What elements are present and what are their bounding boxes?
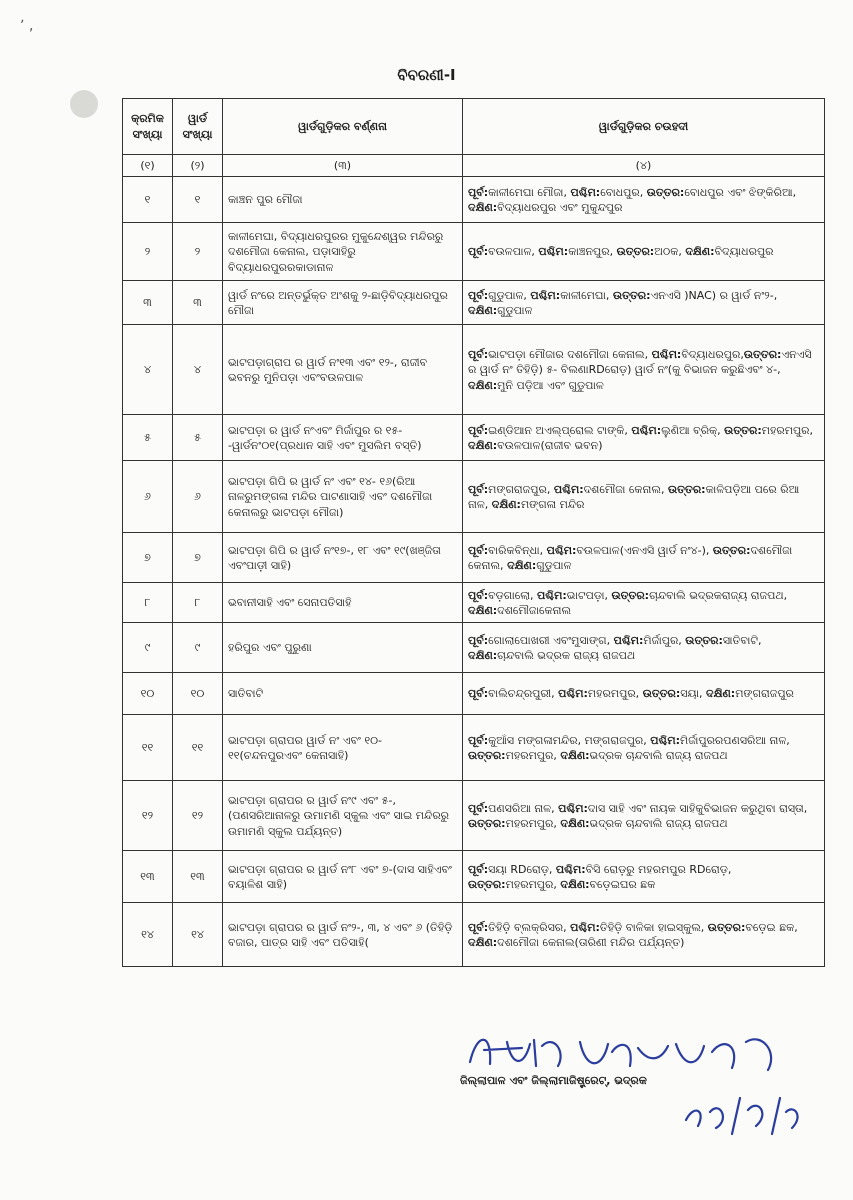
boundary-value-south: ଚାନ୍ଦବାଲି ଭଦ୍ରକ ରାଜ୍ୟ ରାଜପଥ: [497, 648, 636, 662]
boundary-label-north: ଉତ୍ତର:: [724, 423, 762, 437]
column-number-row: [123, 155, 825, 177]
boundary-value-east: କାଳୀମେଘା ମୌଜା,: [488, 185, 571, 199]
description-cell: ୱାର୍ଡ ନଂରେ ଅନ୍ତର୍ଭୁକ୍ତ ଅଂଶକୁ ୨-ଛାଡ଼ିବିଦ୍ୟାଧରପୁର ମୌଜା: [223, 281, 463, 325]
boundary-value-south: ଦଶମୌଜା କେନାଲ(ତାରିଣୀ ମନ୍ଦିର ପର୍ଯ୍ୟନ୍ତ): [497, 935, 685, 949]
boundary-label-east: ପୂର୍ବ:: [468, 423, 489, 437]
table-row: [123, 461, 825, 533]
description-cell: ଭାଟପଡ଼ା ଗ୍ରାପର ର ୱାର୍ଡ ନଂ୯ ଏବଂ ୫-, (ପଣସରିଆନାଳରୁ ଉମାମଣି ସ୍କୁଲ ଏବଂ ସାଇ ମନ୍ଦିରରୁ ଉମାମଣି ସ୍କୁଲ ପର୍ଯ୍ୟନ୍ତ): [223, 781, 463, 851]
boundary-cell: [463, 903, 825, 967]
col-number: (୧): [123, 155, 173, 177]
boundary-value-south: ଦଶମୌଜାକେନାଲ: [497, 603, 572, 617]
table-row: [123, 903, 825, 967]
boundary-value-south: ବଡ଼େଇଘର ଛକ: [589, 877, 656, 891]
boundary-label-west: ପଶ୍ଚିମ:: [553, 482, 584, 496]
ward-cell: ୬: [173, 461, 223, 533]
table-row: [123, 673, 825, 715]
table-row: [123, 325, 825, 415]
boundary-cell: [463, 325, 825, 415]
boundary-value-west: ମହରମପୁର,: [587, 687, 643, 701]
header-description: ୱାର୍ଡଗୁଡ଼ିକର ବର୍ଣ୍ଣନା: [223, 99, 463, 155]
ward-cell: ୪: [173, 325, 223, 415]
ward-cell: ୧୧: [173, 715, 223, 781]
boundary-value-north: ସୟା,: [680, 687, 707, 701]
boundary-value-west: ଲୁଣିଆ ବ୍ରିକ୍,: [661, 423, 725, 437]
ward-cell: ୩: [173, 281, 223, 325]
margin-marks: ʼ ‚: [20, 18, 34, 34]
boundary-value-east: ବାଲିଚନ୍ଦ୍ରପୁରୀ,: [488, 687, 559, 701]
boundary-label-west: ପଶ୍ଚିମ:: [538, 245, 569, 259]
boundary-label-west: ପଶ୍ଚିମ:: [546, 543, 577, 557]
serial-cell: ୭: [123, 533, 173, 583]
signature-date-handwritten: [680, 1090, 810, 1140]
header-serial: କ୍ରମିକ ସଂଖ୍ୟା: [123, 99, 173, 155]
boundary-label-north: ଉତ୍ତର:: [468, 816, 506, 830]
boundary-value-north: ମହରମପୁର,: [505, 748, 561, 762]
ward-cell: ୧୪: [173, 903, 223, 967]
boundary-label-east: ପୂର୍ବ:: [468, 588, 489, 602]
boundary-label-west: ପଶ୍ଚିମ:: [530, 288, 561, 302]
boundary-value-west: ଭାଟପଡ଼ା,: [566, 588, 612, 602]
description-cell: ଭାଟପଡ଼ା ଗିପି ର ୱାର୍ଡ ନଂ୧୭-, ୧୮ ଏବଂ ୧୯(ଖଞ୍ଜିତା ଏବଂପାଡ଼ୀ ସାହି): [223, 533, 463, 583]
page-title: ବିବରଣୀ-I: [397, 66, 456, 84]
boundary-cell: [463, 533, 825, 583]
serial-cell: ୧୨: [123, 781, 173, 851]
signature-name-handwritten: [462, 1022, 792, 1082]
serial-cell: ୯: [123, 623, 173, 673]
boundary-value-south: ବିଦ୍ୟାଧରପୁର ଏବଂ ମୁକୁନ୍ଦପୁର: [497, 200, 623, 214]
boundary-label-east: ପୂର୍ବ:: [468, 687, 489, 701]
boundary-value-south: ବିଦ୍ୟାଧରପୁର: [714, 245, 774, 259]
description-cell: ଭାଟପଡ଼ାଗ୍ରାପ ର ୱାର୍ଡ ନଂ୧୩ ଏବଂ ୧୨-, ରାଜୀବ ଭବନରୁ ମୁନିପଡ଼ା ଏବଂବଉଳପାଳ: [223, 325, 463, 415]
boundary-label-west: ପଶ୍ଚିମ:: [558, 687, 588, 701]
boundary-label-east: ପୂର୍ବ:: [468, 862, 489, 876]
boundary-value-east: କୁଆଁସ ମଙ୍ଗଳାମନ୍ଦିର, ମଙ୍ଗରାଜପୁର,: [488, 733, 651, 747]
boundary-value-south: ବଉଳପାଳ(ରାଜୀବ ଭବନ): [497, 438, 603, 452]
col-number: (୨): [173, 155, 223, 177]
boundary-value-east: ତିହିଡ଼ି ବ୍ଲକ୍‌ରିସର,: [488, 920, 571, 934]
boundary-label-north: ଉତ୍ତର:: [743, 347, 782, 361]
boundary-cell: [463, 223, 825, 281]
table-row: [123, 851, 825, 903]
serial-cell: ୧୪: [123, 903, 173, 967]
boundary-value-west: ଦାସ ସାହି ଏବଂ ନାୟକ ସାହିକୁବିଭାଜନ କରୁଥିବା ରାସ୍ତା,: [587, 801, 808, 815]
table-row: [123, 281, 825, 325]
ward-cell: ୮: [173, 583, 223, 623]
boundary-label-east: ପୂର୍ବ:: [468, 633, 489, 647]
description-cell: ସାତିବାଟି: [223, 673, 463, 715]
boundary-value-north: ବଡ଼େଇ ଛକ,: [745, 920, 798, 934]
boundary-value-north: ଏନଏସି )NAC) ର ୱାର୍ଡ ନଂ୨-,: [650, 288, 778, 302]
boundary-label-south: ଦକ୍ଷିଣ:: [468, 935, 498, 949]
boundary-label-north: ଉତ୍ତର:: [468, 748, 506, 762]
boundary-label-south: ଦକ୍ଷିଣ:: [706, 687, 736, 701]
boundary-label-east: ପୂର୍ବ:: [468, 347, 489, 361]
boundary-value-west: କାଳୀମେଘା,: [560, 288, 613, 302]
header-row: [123, 99, 825, 155]
description-cell: ଭାଟପଡ଼ା ଗ୍ରାପର ୱାର୍ଡ ନଂ ଏବଂ ୧୦- ୧୧(ଚନ୍ଦନପୁରଏବଂ କେନାସାହି): [223, 715, 463, 781]
serial-cell: ୧୦: [123, 673, 173, 715]
boundary-label-north: ଉତ୍ତର:: [642, 687, 681, 701]
boundary-value-west: ବଉଳପାଳ(ଏନଏସି ୱାର୍ଡ ନଂ୪-),: [576, 543, 713, 557]
boundary-label-south: ଦକ୍ଷିଣ:: [468, 378, 498, 392]
boundary-cell: [463, 415, 825, 461]
description-cell: ଭାଟପଡ଼ା ଗିପି ର ୱାର୍ଡ ନଂ ଏବଂ ୧୪- ୧୬(ରିଆ ନାଳରୁମଙ୍ଗଳା ମନ୍ଦିର ପାଟଣାସାହି ଏବଂ ଦଶମୌଜା କେନାଲରୁ ଭାଟପଡ଼ା ମୌଜା): [223, 461, 463, 533]
boundary-label-east: ପୂର୍ବ:: [468, 543, 489, 557]
boundary-value-east: ଗୋଲାପୋଖରୀ ଏବଂମୁସାଙ୍ଗ,: [488, 633, 614, 647]
serial-cell: ୫: [123, 415, 173, 461]
boundary-label-west: ପଶ୍ଚିମ:: [570, 920, 600, 934]
boundary-label-north: ଉତ୍ତର:: [707, 920, 746, 934]
serial-cell: ୪: [123, 325, 173, 415]
description-cell: କାଞ୍ଚନ ପୁର ମୌଜା: [223, 177, 463, 223]
boundary-value-south: ମୁନି ପଡ଼ିଆ ଏବଂ ଗୁଡୁପାଳ: [497, 378, 604, 392]
ward-cell: ୨: [173, 223, 223, 281]
boundary-value-west: ବିସି ରୋଡ଼ରୁ ମହରମପୁର RDରୋଡ଼,: [585, 862, 732, 876]
boundary-label-south: ଦକ୍ଷିଣ:: [468, 603, 498, 617]
boundary-value-west: ଦଶମୌଜା କେନାଲ,: [583, 482, 668, 496]
boundary-label-south: ଦକ୍ଷିଣ:: [685, 245, 715, 259]
description-cell: ଭାଟପଡ଼ା ର ୱାର୍ଡ ନଂଏବଂ ମିର୍ଜାପୁର ର ୧୫- -ୱାର୍ଡନଂ୦୧(ପ୍ରଧାନ ସାହି ଏବଂ ମୁସଲିମ ବସ୍ତି): [223, 415, 463, 461]
boundary-label-east: ପୂର୍ବ:: [468, 482, 489, 496]
header-boundaries: ୱାର୍ଡଗୁଡ଼ିକର ଚଉହଦୀ: [463, 99, 825, 155]
boundary-value-east: ବଡ଼ଗାଲୋ,: [488, 588, 538, 602]
table-row: [123, 533, 825, 583]
ward-cell: ୧: [173, 177, 223, 223]
boundary-value-north: ବୋଧପୁର ଏବଂ ଝିଙ୍କିରିଆ,: [684, 185, 797, 199]
boundary-cell: [463, 623, 825, 673]
boundary-label-north: ଉତ୍ତର:: [616, 245, 655, 259]
serial-cell: ୨: [123, 223, 173, 281]
boundary-value-south: ମଙ୍ଗଳା ମନ୍ଦିର: [520, 497, 585, 511]
ward-cell: ୧୨: [173, 781, 223, 851]
boundary-label-south: ଦକ୍ଷିଣ:: [491, 497, 521, 511]
boundary-value-north: ମହରମପୁର,: [761, 423, 814, 437]
table-row: [123, 177, 825, 223]
boundary-label-north: ଉତ୍ତର:: [612, 288, 651, 302]
boundary-label-south: ଦକ୍ଷିଣ:: [468, 648, 498, 662]
description-cell: ଭାଟପଡ଼ା ଗ୍ରାପର ର ୱାର୍ଡ ନଂ୮ ଏବଂ ୭-(ଦାସ ସାହିଏବଂ ବୟାଳିଶ ସାହି): [223, 851, 463, 903]
boundary-value-north: ଦଶମୌଜା କେନାଲ,: [468, 543, 793, 572]
description-cell: କାଳୀମେଘା, ବିଦ୍ୟାଧରପୁରର ମୁକୁନ୍ଦେଶ୍ୱର ମନ୍ଦିରରୁ ଦଶମୌଜା କେନାଲ, ପଡ଼ାସାହିରୁ ବିଦ୍ୟାଧରପୁରରକାଡାନାଳ: [223, 223, 463, 281]
punch-hole: [70, 90, 98, 118]
table-row: [123, 583, 825, 623]
boundary-label-west: ପଶ୍ଚିମ:: [555, 862, 586, 876]
col-number: (୩): [223, 155, 463, 177]
boundary-label-east: ପୂର୍ବ:: [468, 245, 489, 259]
boundary-value-west: ବୋଧପୁର,: [600, 185, 647, 199]
boundary-value-west: କାଞ୍ଚନପୁର,: [568, 245, 617, 259]
description-cell: ହରିପୁର ଏବଂ ପୁରୁଣା: [223, 623, 463, 673]
boundary-cell: [463, 781, 825, 851]
boundary-label-west: ପଶ୍ଚିମ:: [650, 733, 681, 747]
description-cell: ଭବାନୀସାହି ଏବଂ ସେନାପତିସାହି: [223, 583, 463, 623]
serial-cell: ୧୩: [123, 851, 173, 903]
boundary-label-west: ପଶ୍ଚିମ:: [613, 633, 644, 647]
boundary-value-east: ଇଣ୍ଡିଆନ ଅଏଲ୍‌ପ୍ରୋଲ ଟାଙ୍କି,: [488, 423, 632, 437]
boundary-label-north: ଉତ୍ତର:: [468, 877, 506, 891]
serial-cell: ୧୧: [123, 715, 173, 781]
boundary-label-south: ଦକ୍ଷିଣ:: [468, 200, 498, 214]
boundary-cell: [463, 177, 825, 223]
ward-cell: ୯: [173, 623, 223, 673]
boundary-value-west: ମିର୍ଜାପୁର,: [643, 633, 686, 647]
ward-cell: ୫: [173, 415, 223, 461]
boundary-label-north: ଉତ୍ତର:: [712, 543, 751, 557]
ward-cell: ୧୦: [173, 673, 223, 715]
boundary-value-east: ଗୁଡୁପାଳ,: [488, 288, 531, 302]
signature-caption: ଜିଲ୍ଲାପାଳ ଏବଂ ଜିଲ୍ଲାମାଜିଷ୍ଟ୍ରେଟ୍, ଭଦ୍ରକ: [460, 1074, 647, 1087]
boundary-value-north: ଏନଏସି ର ୱାର୍ଡ ନଂ ତିହିଡ଼ି) ୫- ବିଲଣାRDରୋଡ଼) ୱାର୍ଡ ନଂ(କୁ ବିଭାଜନ କରୁଛିଏବଂ ୪-,: [468, 347, 812, 377]
boundary-label-east: ପୂର୍ବ:: [468, 920, 489, 934]
boundary-value-east: ବଉଳପାଳ,: [488, 245, 539, 259]
boundary-value-north: କାଳିପଡ଼ିଆ ପରେ ରିଆ ନାଳ,: [468, 482, 800, 511]
boundary-label-west: ପଶ୍ଚିମ:: [537, 588, 567, 602]
serial-cell: ୬: [123, 461, 173, 533]
boundary-value-north: ସାତିବାଟି,: [722, 633, 762, 647]
boundary-cell: [463, 673, 825, 715]
boundary-value-west: ତିହିଡ଼ି ବାଳିକା ହାଇସ୍କୁଲ,: [599, 920, 708, 934]
boundary-label-east: ପୂର୍ବ:: [468, 801, 489, 815]
description-cell: ଭାଟପଡ଼ା ଗ୍ରାପର ର ୱାର୍ଡ ନଂ୨-, ୩, ୪ ଏବଂ ୬ (ତିହିଡ଼ି ବଜାର, ପାତ୍ର ସାହି ଏବଂ ପତିସାହି(: [223, 903, 463, 967]
boundary-value-west: ମିର୍ଜାପୁରରପଣସରିଆ ନାଳ,: [680, 733, 790, 747]
boundary-label-south: ଦକ୍ଷିଣ:: [560, 816, 590, 830]
boundary-label-east: ପୂର୍ବ:: [468, 733, 489, 747]
boundary-cell: [463, 281, 825, 325]
boundary-value-east: ସୟା RDରୋଡ଼,: [488, 862, 556, 876]
boundary-label-north: ଉତ୍ତର:: [685, 633, 723, 647]
boundary-value-north: ମହରମପୁର,: [505, 816, 561, 830]
col-number: (୪): [463, 155, 825, 177]
boundary-value-north: ମହରମପୁର,: [505, 877, 561, 891]
serial-cell: ୧: [123, 177, 173, 223]
serial-cell: ୩: [123, 281, 173, 325]
table-row: [123, 415, 825, 461]
boundary-value-north: ଅଠକ,: [654, 245, 686, 259]
boundary-label-west: ପଶ୍ଚିମ:: [558, 801, 588, 815]
table-row: [123, 623, 825, 673]
boundary-label-south: ଦକ୍ଷିଣ:: [560, 877, 590, 891]
boundary-label-south: ଦକ୍ଷିଣ:: [507, 558, 537, 572]
boundary-value-east: ପଣସରିଆ ନାଳ,: [488, 801, 559, 815]
table-row: [123, 223, 825, 281]
ward-table: [122, 98, 825, 967]
boundary-cell: [463, 715, 825, 781]
boundary-value-east: ମଙ୍ଗରାଜପୁର,: [488, 482, 554, 496]
boundary-label-west: ପଶ୍ଚିମ:: [651, 347, 682, 361]
boundary-label-west: ପଶ୍ଚିମ:: [631, 423, 662, 437]
boundary-cell: [463, 583, 825, 623]
boundary-cell: [463, 851, 825, 903]
boundary-label-south: ଦକ୍ଷିଣ:: [468, 438, 498, 452]
boundary-label-south: ଦକ୍ଷିଣ:: [560, 748, 590, 762]
boundary-value-east: ଭାଟପଡ଼ା ମୌଜାର ଦଶମୌଜା କେନାଲ,: [488, 347, 652, 361]
boundary-value-north: ଚାନ୍ଦବାଲି ଭଦ୍ରକରାଜ୍ୟ ରାଜପଥ,: [649, 588, 788, 602]
boundary-value-south: ଗୁଡୁପାଳ: [497, 303, 533, 317]
boundary-value-east: ବାରିକବିନ୍ଧା,: [488, 543, 547, 557]
boundary-label-south: ଦକ୍ଷିଣ:: [468, 303, 498, 317]
boundary-value-west: ବିଦ୍ୟାଧରପୁର,: [681, 347, 744, 361]
ward-cell: ୧୩: [173, 851, 223, 903]
table-row: [123, 781, 825, 851]
boundary-label-north: ଉତ୍ତର:: [646, 185, 685, 199]
ward-cell: ୭: [173, 533, 223, 583]
table-row: [123, 715, 825, 781]
boundary-cell: [463, 461, 825, 533]
boundary-label-east: ପୂର୍ବ:: [468, 185, 489, 199]
boundary-value-south: ଭଦ୍ରକ ଚାନ୍ଦବାଲି ରାଜ୍ୟ ରାଜପଥ: [589, 816, 728, 830]
boundary-value-south: ଗୁଡୁପାଳ: [536, 558, 572, 572]
boundary-value-south: ମଙ୍ଗରାଜପୁର: [735, 687, 794, 701]
boundary-value-south: ଭଦ୍ରକ ଚାନ୍ଦବାଲି ରାଜ୍ୟ ରାଜପଥ: [589, 748, 728, 762]
boundary-label-north: ଉତ୍ତର:: [667, 482, 706, 496]
boundary-label-east: ପୂର୍ବ:: [468, 288, 489, 302]
header-ward: ୱାର୍ଡ ସଂଖ୍ୟା: [173, 99, 223, 155]
boundary-label-west: ପଶ୍ଚିମ:: [570, 185, 601, 199]
boundary-label-north: ଉତ୍ତର:: [611, 588, 650, 602]
serial-cell: ୮: [123, 583, 173, 623]
